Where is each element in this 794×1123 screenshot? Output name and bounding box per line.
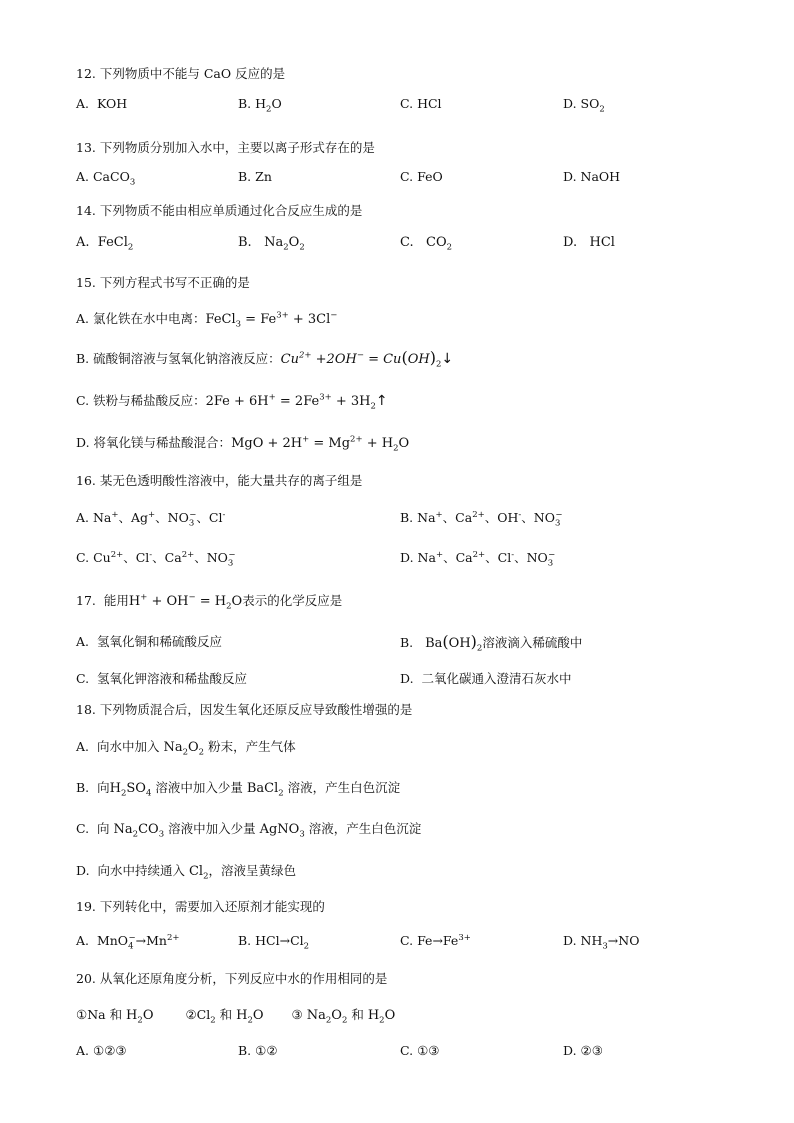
question-16-option-b[interactable]: B. Na+、$Ca^{2+}$、OH-、$NO_3^-$ xyxy=(400,509,563,529)
question-15-option-c[interactable]: C. 铁粉与稀盐酸反应：$2Fe + 6H^+ = 2Fe^{3+}$ + $3H_2↑$ xyxy=(76,392,388,412)
question-14-option-b[interactable]: B. $Na_2O_2$ xyxy=(238,235,305,253)
reaction-item-2: $②Cl_2$ 和 $H_2O$ xyxy=(185,1007,264,1026)
question-20-option-b[interactable]: B. ①② xyxy=(238,1043,278,1058)
question-15-option-b[interactable]: B. 硫酸铜溶液与氢氧化钠溶液反应：$Cu^{2+} +2OH^-$ = $Cu(OH)_2↓$ xyxy=(76,348,454,370)
question-17-stem: 17. 能用$H^+ + OH^- = H_2O$表示的化学反应是 xyxy=(76,592,343,612)
question-12-option-c[interactable]: C. HCl xyxy=(400,96,442,111)
question-14-option-c[interactable]: C. $CO_2$ xyxy=(400,235,453,253)
question-20-stem: 20. 从氧化还原角度分析，下列反应中水的作用相同的是 xyxy=(76,971,388,986)
question-15-option-d[interactable]: D. 将氧化镁与稀盐酸混合：MgO + $2H^+ = Mg^{2+} + H_2O$ xyxy=(76,434,410,454)
question-18-option-b[interactable]: B. 向$H_2SO_4$ 溶液中加入少量 BaCl$_2$ 溶液，产生白色沉淀 xyxy=(76,780,401,799)
question-19-stem: 19. 下列转化中，需要加入还原剂才能实现的 xyxy=(76,899,325,914)
question-20-option-d[interactable]: D. ②③ xyxy=(563,1043,603,1058)
question-17-option-c[interactable]: C. 氢氧化钾溶液和稀盐酸反应 xyxy=(76,671,248,686)
question-18-option-a[interactable]: A. 向水中加入 $Na_2O_2$ 粉末，产生气体 xyxy=(76,739,296,758)
question-18-option-c[interactable]: C. 向 $Na_2CO_3$ 溶液中加入少量 AgNO$_3$ 溶液，产生白色沉淀 xyxy=(76,821,422,840)
question-12-stem: 12. 下列物质中不能与 CaO 反应的是 xyxy=(76,66,286,81)
reaction-item-3: ③ $Na_2O_2$ 和 $H_2O$ xyxy=(291,1007,396,1026)
question-12-option-d[interactable]: D. $SO_2$ xyxy=(563,96,605,115)
reaction-item-1: ①Na 和 $H_2O$ xyxy=(76,1007,154,1026)
question-16-stem: 16. 某无色透明酸性溶液中，能大量共存的离子组是 xyxy=(76,473,363,488)
question-20-reaction-list xyxy=(76,1005,396,1026)
question-17-option-d[interactable]: D. 二氧化碳通入澄清石灰水中 xyxy=(400,671,572,686)
question-18-option-d[interactable]: D. 向水中持续通入 $Cl_2$，溶液呈黄绿色 xyxy=(76,863,297,882)
question-20-option-a[interactable]: A. ①②③ xyxy=(76,1043,127,1058)
question-16-option-a[interactable]: A. Na+、Ag+、$NO_3^-$、Cl- xyxy=(76,509,226,529)
question-16-option-d[interactable]: D. Na+、$Ca^{2+}$、Cl-、$NO_3^-$ xyxy=(400,549,556,569)
question-13-stem: 13. 下列物质分别加入水中，主要以离子形式存在的是 xyxy=(76,140,375,155)
question-13-option-d[interactable]: D. NaOH xyxy=(563,169,621,184)
question-13-option-c[interactable]: C. FeO xyxy=(400,169,443,184)
question-14-option-d[interactable]: D. HCl xyxy=(563,235,615,250)
question-13-option-b[interactable]: B. Zn xyxy=(238,169,272,184)
question-12-option-a[interactable]: A. KOH xyxy=(76,96,128,111)
question-15-option-a[interactable]: A. 氯化铁在水中电离：FeCl$_3$ = $Fe^{3+} + 3Cl^-$ xyxy=(76,310,338,330)
question-19-option-a[interactable]: A. $MnO_4^-\to Mn^{2+}$ xyxy=(76,932,180,952)
question-20-option-c[interactable]: C. ①③ xyxy=(400,1043,440,1058)
question-19-option-d[interactable]: D. $NH_3\to NO$ xyxy=(563,933,640,952)
question-12-option-b[interactable]: B. $H_2O$ xyxy=(238,96,282,115)
question-19-option-b[interactable]: B. $HCl\to Cl_2$ xyxy=(238,933,310,952)
question-14-stem: 14. 下列物质不能由相应单质通过化合反应生成的是 xyxy=(76,203,363,218)
question-17-option-a[interactable]: A. 氢氧化铜和稀硫酸反应 xyxy=(76,634,222,649)
question-14-option-a[interactable]: A. FeCl$_2$ xyxy=(76,235,134,253)
question-16-option-c[interactable]: C. $Cu^{2+}$、Cl-、$Ca^{2+}$、$NO_3^-$ xyxy=(76,549,236,569)
question-15-stem: 15. 下列方程式书写不正确的是 xyxy=(76,275,250,290)
question-17-option-b[interactable]: B. $Ba(OH)_2$溶液滴入稀硫酸中 xyxy=(400,632,583,654)
question-19-option-c[interactable]: C. $Fe\to Fe^{3+}$ xyxy=(400,932,471,948)
question-13-option-a[interactable]: A. CaCO$_3$ xyxy=(76,169,136,188)
question-18-stem: 18. 下列物质混合后，因发生氧化还原反应导致酸性增强的是 xyxy=(76,702,413,717)
